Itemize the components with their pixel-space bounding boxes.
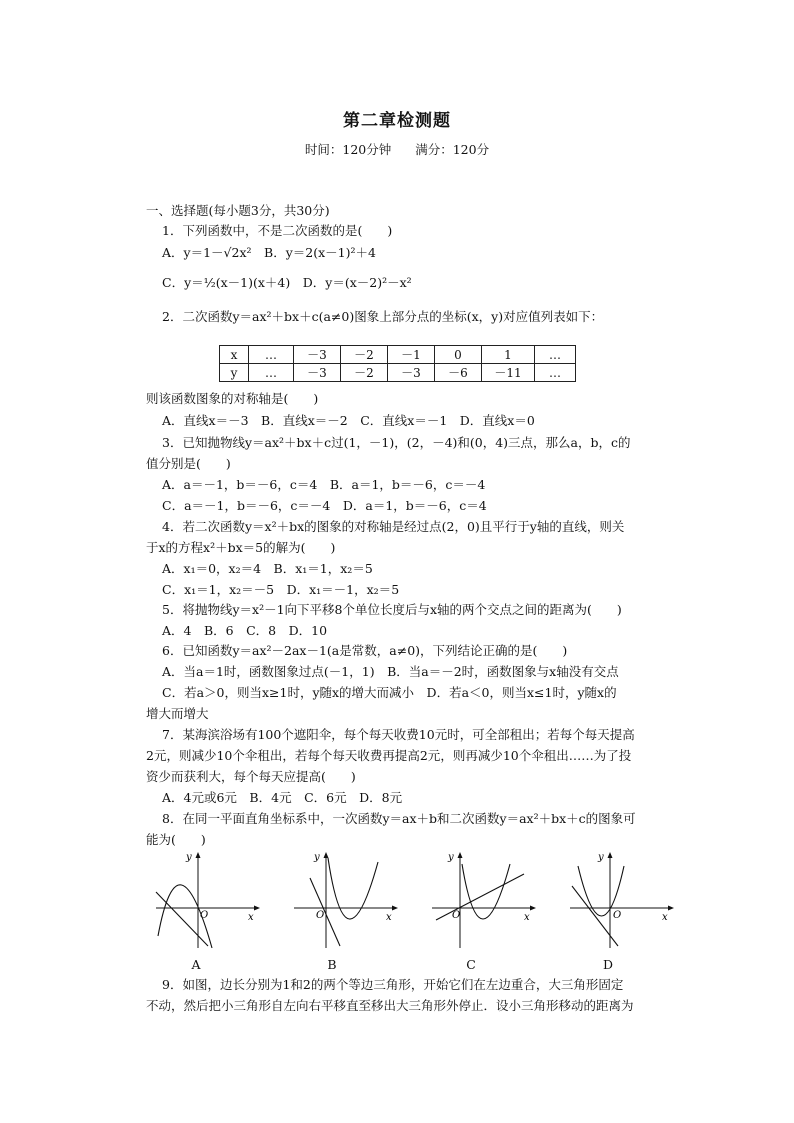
q8-graph-d [566,848,678,952]
table-cell: －6 [435,364,482,382]
axis-label-y: y [448,852,454,863]
q4-options-cd: C．x₁＝1，x₂＝－5 D．x₁＝－1，x₂＝5 [162,582,400,597]
origin-label: O [316,910,325,921]
axis-label-x: x [386,912,392,923]
table-cell: 1 [482,346,535,364]
q6-options-cd: C．若a＞0，则当x≥1时，y随x的增大而减小 D．若a＜0，则当x≤1时，y随x的 [162,685,617,700]
table-cell: －2 [341,346,388,364]
q6-options-ab: A．当a＝1时，函数图象过点(－1，1) B．当a＝－2时，函数图象与x轴没有交点 [162,664,619,679]
q8-label-c: C [466,957,476,972]
total-score: 满分：120分 [415,142,490,157]
q3-options-ab: A．a＝－1，b＝－6，c＝4 B．a＝1，b＝－6，c＝－4 [162,477,486,492]
q2-question: 则该函数图象的对称轴是( ) [146,391,319,406]
q3-stem-2: 值分别是( ) [146,456,231,471]
q7-options: A．4元或6元 B．4元 C．6元 D．8元 [162,790,403,805]
axis-label-x: x [248,912,254,923]
q6-stem: 6．已知函数y＝ax²－2ax－1(a是常数，a≠0)，下列结论正确的是( ) [162,643,568,658]
table-cell: －3 [294,364,341,382]
q1-stem: 1．下列函数中，不是二次函数的是( ) [162,223,393,238]
table-cell: … [535,364,576,382]
origin-label: O [200,910,209,921]
q8-graph-a [152,848,264,952]
q2-options: A．直线x＝－3 B．直线x＝－2 C．直线x＝－1 D．直线x＝0 [162,413,535,428]
table-cell: －11 [482,364,535,382]
origin-label: O [613,910,622,921]
q8-label-a: A [191,957,201,972]
q7-stem-3: 资少而获利大，每个每天应提高( ) [146,769,356,784]
q9-stem-1: 9．如图，边长分别为1和2的两个等边三角形，开始它们在左边重合，大三角形固定 [162,977,624,992]
table-cell: x [220,346,249,364]
time-limit: 时间：120分钟 [304,142,392,157]
axis-label-y: y [598,852,604,863]
axis-label-y: y [314,852,320,863]
page-title: 第二章检测题 [343,111,451,131]
axis-label-x: x [524,912,530,923]
table-cell: y [220,364,249,382]
origin-label: O [452,910,461,921]
q2-stem: 2．二次函数y＝ax²＋bx＋c(a≠0)图象上部分点的坐标(x，y)对应值列表如下： [162,309,604,324]
q8-label-d: D [602,957,614,972]
q2-value-table [219,345,576,382]
table-row-y [220,364,576,382]
table-cell: … [535,346,576,364]
q5-stem: 5．将抛物线y＝x²－1向下平移8个单位长度后与x轴的两个交点之间的距离为( ) [162,602,622,617]
q4-stem-2: 于x的方程x²＋bx＝5的解为( ) [146,540,336,555]
q8-graph-b [290,848,402,952]
q8-label-b: B [327,957,337,972]
axis-label-y: y [186,852,192,863]
table-cell: －2 [341,364,388,382]
table-cell: … [249,364,294,382]
table-cell: －3 [294,346,341,364]
exam-meta [0,140,794,158]
q9-stem-2: 不动，然后把小三角形自左向右平移直至移出大三角形外停止．设小三角形移动的距离为 [146,998,634,1013]
q3-stem-1: 3．已知抛物线y＝ax²＋bx＋c过(1，－1)，(2，－4)和(0，4)三点，那么a，b，c的 [162,435,631,450]
q8-stem-1: 8．在同一平面直角坐标系中，一次函数y＝ax＋b和二次函数y＝ax²＋bx＋c的图象可 [162,811,636,826]
q5-options: A．4 B．6 C．8 D．10 [162,623,328,638]
axis-label-x: x [662,912,668,923]
q3-options-cd: C．a＝－1，b＝－6，c＝－4 D．a＝1，b＝－6，c＝4 [162,498,487,513]
q1-options-cd: C．y＝½(x－1)(x＋4) D．y＝(x－2)²－x² [162,275,412,290]
q4-options-ab: A．x₁＝0，x₂＝4 B．x₁＝1，x₂＝5 [162,561,373,576]
q7-stem-1: 7．某海滨浴场有100个遮阳伞，每个每天收费10元时，可全部租出；若每个每天提高 [162,727,635,742]
q7-stem-2: 2元，则减少10个伞租出，若每个每天收费再提高2元，则再减少10个伞租出……为了投 [146,748,632,763]
section-heading: 一、选择题(每小题3分，共30分) [146,203,330,218]
q4-stem-1: 4．若二次函数y＝x²＋bx的图象的对称轴是经过点(2，0)且平行于y轴的直线，则关 [162,519,625,534]
table-cell: －3 [388,364,435,382]
q8-stem-2: 能为( ) [146,832,206,847]
table-cell: －1 [388,346,435,364]
table-cell: … [249,346,294,364]
q1-options-ab: A．y＝1－√2x² B．y＝2(x－1)²＋4 [162,245,376,260]
q6-options-cont: 增大而增大 [146,706,209,721]
q8-graph-c [428,848,540,952]
table-cell: 0 [435,346,482,364]
table-row-x [220,346,576,364]
